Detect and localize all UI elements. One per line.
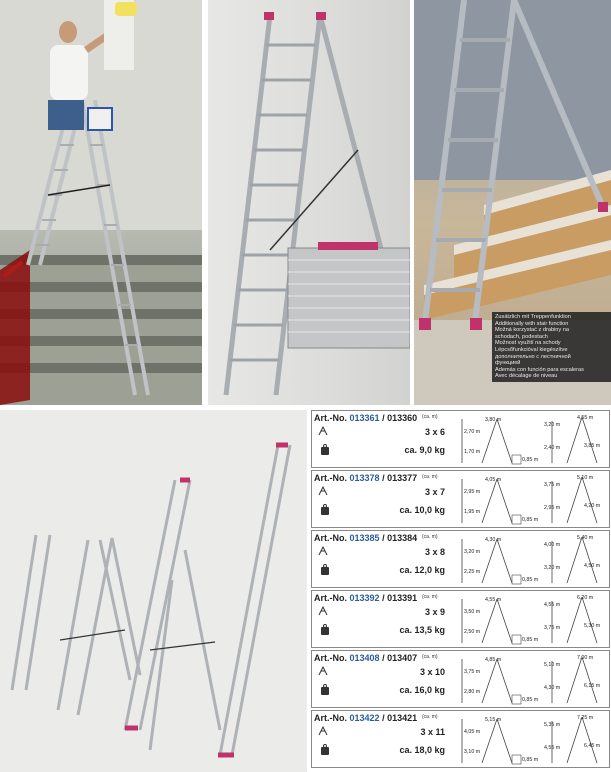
article-number: Art.-No. 013378 / 013377 bbox=[314, 473, 418, 483]
table-row bbox=[311, 470, 610, 528]
note-line: дополнительно с лестничной bbox=[495, 353, 571, 360]
base-height-label: 3,10 m bbox=[464, 749, 481, 755]
work-height-label: 3,20 m bbox=[464, 549, 481, 555]
unit-note: (ca. m) bbox=[422, 414, 438, 420]
article-number: Art.-No. 013422 / 013421 bbox=[314, 713, 418, 723]
rung-count: 3 x 8 bbox=[424, 547, 445, 557]
extension-top-label: 5,35 m bbox=[544, 722, 561, 728]
extension-length-label: 6,15 m bbox=[584, 683, 601, 689]
weight-icon bbox=[320, 624, 330, 636]
ladder-steps-icon bbox=[318, 666, 332, 676]
ladder-steps-icon bbox=[318, 726, 332, 736]
weight-icon bbox=[320, 564, 330, 576]
unit-note: (ca. m) bbox=[422, 714, 438, 720]
width-label: 0,85 m bbox=[522, 757, 539, 763]
top-height-label: 4,05 m bbox=[485, 477, 502, 483]
note-line: Zusätzlich mit Treppenfunktion bbox=[495, 314, 571, 320]
base-height-label: 1,95 m bbox=[464, 509, 481, 515]
ladder-on-stairs-photo bbox=[414, 0, 611, 405]
unit-note: (ca. m) bbox=[422, 654, 438, 660]
ladder-steps-icon bbox=[318, 486, 332, 496]
extension-mid-label: 2,40 m bbox=[544, 445, 561, 451]
table-row bbox=[311, 590, 610, 648]
weight-value: ca. 18,0 kg bbox=[399, 745, 445, 755]
ladder-with-box-photo bbox=[208, 0, 410, 405]
unit-note: (ca. m) bbox=[422, 594, 438, 600]
rung-count: 3 x 6 bbox=[424, 427, 445, 437]
weight-icon bbox=[320, 504, 330, 516]
article-number: Art.-No. 013385 / 013384 bbox=[314, 533, 418, 543]
extension-length-label: 3,85 m bbox=[584, 443, 601, 449]
base-height-label: 2,25 m bbox=[464, 569, 481, 575]
base-height-label: 2,50 m bbox=[464, 629, 481, 635]
ladder-steps-icon bbox=[318, 426, 332, 436]
width-label: 0,85 m bbox=[522, 637, 539, 643]
rung-count: 3 x 10 bbox=[419, 667, 445, 677]
note-line: Además con función para escaleras bbox=[495, 366, 584, 373]
note-line: schodach, podestach bbox=[495, 333, 548, 340]
extension-max-label: 7,00 m bbox=[577, 655, 594, 661]
extension-max-label: 5,10 m bbox=[577, 475, 594, 481]
rung-count: 3 x 11 bbox=[420, 727, 445, 737]
work-height-label: 2,70 m bbox=[464, 429, 481, 435]
rung-count: 3 x 9 bbox=[424, 607, 445, 617]
table-row bbox=[311, 410, 610, 468]
ladder-steps-icon bbox=[318, 546, 332, 556]
table-row bbox=[311, 710, 610, 768]
note-line: Avec décalage de niveau bbox=[495, 373, 558, 380]
weight-icon bbox=[320, 444, 330, 456]
extension-max-label: 5,40 m bbox=[577, 535, 594, 541]
extension-length-label: 5,30 m bbox=[584, 623, 601, 629]
extension-top-label: 3,75 m bbox=[544, 482, 561, 488]
extension-max-label: 7,25 m bbox=[577, 715, 594, 721]
top-height-label: 4,55 m bbox=[485, 597, 502, 603]
work-height-label: 3,75 m bbox=[464, 669, 481, 675]
extension-mid-label: 4,55 m bbox=[544, 745, 561, 751]
note-line: Možná korzystać z drabiny na bbox=[495, 327, 569, 334]
spec-table bbox=[311, 410, 611, 772]
weight-icon bbox=[320, 684, 330, 696]
extension-top-label: 4,55 m bbox=[544, 602, 561, 608]
man-painting-on-ladder-photo bbox=[0, 0, 202, 405]
width-label: 0,85 m bbox=[522, 577, 539, 583]
top-height-label: 4,85 m bbox=[485, 657, 502, 663]
article-number: Art.-No. 013408 / 013407 bbox=[314, 653, 418, 663]
rung-count: 3 x 7 bbox=[424, 487, 445, 497]
extension-mid-label: 2,95 m bbox=[544, 505, 561, 511]
extension-length-label: 4,50 m bbox=[584, 563, 601, 569]
note-line: Možnost využití na schody bbox=[495, 340, 561, 347]
unit-note: (ca. m) bbox=[422, 474, 438, 480]
ladder-configurations-photo bbox=[0, 410, 307, 772]
extension-mid-label: 3,20 m bbox=[544, 565, 561, 571]
extension-mid-label: 3,75 m bbox=[544, 625, 561, 631]
weight-value: ca. 10,0 kg bbox=[399, 505, 445, 515]
unit-note: (ca. m) bbox=[422, 534, 438, 540]
top-height-label: 5,15 m bbox=[485, 717, 502, 723]
extension-length-label: 6,45 m bbox=[584, 743, 601, 749]
base-height-label: 2,80 m bbox=[464, 689, 481, 695]
article-number: Art.-No. 013392 / 013391 bbox=[314, 593, 418, 603]
extension-max-label: 6,20 m bbox=[577, 595, 594, 601]
weight-icon bbox=[320, 744, 330, 756]
extension-length-label: 4,20 m bbox=[584, 503, 601, 509]
table-row bbox=[311, 650, 610, 708]
extension-top-label: 3,20 m bbox=[544, 422, 561, 428]
weight-value: ca. 9,0 kg bbox=[404, 445, 445, 455]
work-height-label: 4,05 m bbox=[464, 729, 481, 735]
weight-value: ca. 13,5 kg bbox=[399, 625, 445, 635]
extension-mid-label: 4,30 m bbox=[544, 685, 561, 691]
note-line: Lépcsőfunkcióval kiegészítve bbox=[495, 346, 568, 353]
width-label: 0,85 m bbox=[522, 697, 539, 703]
note-line: Additionally with stair function bbox=[495, 320, 569, 327]
ladder-steps-icon bbox=[318, 606, 332, 616]
article-number: Art.-No. 013361 / 013360 bbox=[314, 413, 418, 423]
weight-value: ca. 16,0 kg bbox=[399, 685, 445, 695]
note-line: функцией bbox=[495, 360, 521, 367]
stair-function-note bbox=[492, 312, 611, 382]
width-label: 0,85 m bbox=[522, 517, 539, 523]
extension-top-label: 4,00 m bbox=[544, 542, 561, 548]
table-row bbox=[311, 530, 610, 588]
base-height-label: 1,70 m bbox=[464, 449, 481, 455]
top-height-label: 3,80 m bbox=[485, 417, 502, 423]
work-height-label: 3,50 m bbox=[464, 609, 481, 615]
extension-top-label: 5,10 m bbox=[544, 662, 561, 668]
extension-max-label: 4,55 m bbox=[577, 415, 594, 421]
work-height-label: 2,95 m bbox=[464, 489, 481, 495]
weight-value: ca. 12,0 kg bbox=[399, 565, 445, 575]
width-label: 0,85 m bbox=[522, 457, 539, 463]
top-height-label: 4,30 m bbox=[485, 537, 502, 543]
